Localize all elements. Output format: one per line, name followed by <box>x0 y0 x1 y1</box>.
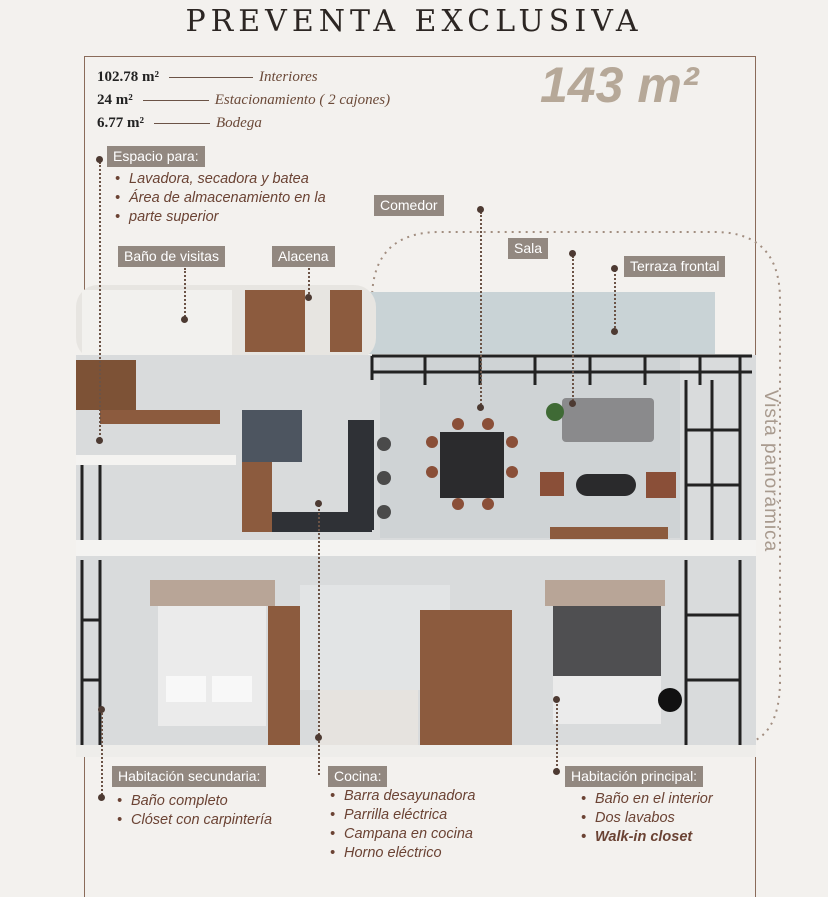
espacio-tag: Espacio para: <box>107 146 205 167</box>
guest-bath <box>82 290 232 355</box>
terraza-tag: Terraza frontal <box>624 256 725 277</box>
connector-line <box>614 270 616 332</box>
pillow <box>166 676 206 702</box>
kitchen-counter <box>272 512 372 532</box>
interior-wall <box>76 455 236 465</box>
connector-line <box>572 256 574 404</box>
marker-dot <box>305 294 312 301</box>
area-value: 102.78 m² <box>97 69 159 85</box>
total-area: 143 m² <box>540 57 699 113</box>
laundry-cabinets <box>76 360 136 410</box>
marker-dot <box>98 706 105 713</box>
connector-line <box>480 212 482 408</box>
dining-table <box>440 432 504 498</box>
marker-dot <box>477 206 484 213</box>
marker-dot <box>315 734 322 741</box>
area-value: 6.77 m² <box>97 115 144 131</box>
secondary-bed <box>158 606 266 726</box>
habitacion-secundaria-tag: Habitación secundaria: <box>112 766 266 787</box>
decor-ball <box>658 688 682 712</box>
list-item: • Área de almacenamiento en la <box>114 189 326 208</box>
list-item: • Walk-in closet <box>580 828 713 847</box>
comedor-tag: Comedor <box>374 195 444 216</box>
marker-dot <box>611 265 618 272</box>
marker-dot <box>477 404 484 411</box>
interior-wall <box>76 540 756 556</box>
terrace-deck <box>360 292 715 354</box>
walk-in-closet <box>420 610 512 750</box>
list-item: • Baño completo <box>116 792 272 811</box>
marker-dot <box>96 437 103 444</box>
alacena-tag: Alacena <box>272 246 335 267</box>
list-item: • Barra desayunadora <box>329 787 475 806</box>
area-label: Bodega <box>216 115 262 131</box>
bano-visitas-tag: Baño de visitas <box>118 246 225 267</box>
armchair <box>540 472 564 496</box>
connector-line <box>184 268 186 320</box>
marker-dot <box>553 768 560 775</box>
espacio-list <box>114 170 326 227</box>
marker-dot <box>569 250 576 257</box>
list-item: • Baño en el interior <box>580 790 713 809</box>
stool <box>377 471 391 485</box>
habitacion-secundaria-list <box>116 792 272 830</box>
kitchen-upper-cabinets <box>242 410 302 462</box>
area-value: 24 m² <box>97 92 133 108</box>
connector-line <box>101 710 103 798</box>
vista-panoramica <box>760 360 780 580</box>
area-label: Estacionamiento ( 2 cajones) <box>214 92 391 108</box>
list-item: • Dos lavabos <box>580 809 713 828</box>
pillow <box>212 676 252 702</box>
page-title: PREVENTA EXCLUSIVA <box>185 4 643 39</box>
vista-label: Vista panorámica <box>760 389 781 553</box>
list-item: • parte superior <box>114 208 326 227</box>
stool <box>377 505 391 519</box>
connector-line <box>99 162 101 442</box>
marker-dot <box>569 400 576 407</box>
connector-line <box>556 700 558 770</box>
marker-dot <box>315 500 322 507</box>
closet <box>268 606 300 746</box>
marker-dot <box>98 794 105 801</box>
storage-shelf <box>100 410 220 424</box>
marker-dot <box>181 316 188 323</box>
sinks <box>318 690 418 750</box>
cocina-list <box>329 787 475 863</box>
sala-tag: Sala <box>508 238 548 259</box>
list-item: • Clóset con carpintería <box>116 811 272 830</box>
habitacion-principal-list <box>580 790 713 847</box>
principal-bed-sheet <box>553 676 661 724</box>
list-item: • Lavadora, secadora y batea <box>114 170 326 189</box>
armchair-2 <box>646 472 676 498</box>
area-label: Interiores <box>259 69 318 85</box>
list-item: • Parrilla eléctrica <box>329 806 475 825</box>
coffee-table <box>576 474 636 496</box>
marker-dot <box>611 328 618 335</box>
marker-dot <box>553 696 560 703</box>
plant <box>546 403 564 421</box>
headboard-2 <box>545 580 665 606</box>
pantry-cabinet-2 <box>330 290 362 352</box>
outer-wall <box>76 745 756 757</box>
habitacion-principal-tag: Habitación principal: <box>565 766 703 787</box>
principal-bed <box>553 606 661 676</box>
stool <box>377 437 391 451</box>
sideboard <box>550 527 668 539</box>
list-item: • Horno eléctrico <box>329 844 475 863</box>
headboard <box>150 580 275 606</box>
cocina-tag: Cocina: <box>328 766 387 787</box>
pantry-cabinet <box>245 290 305 352</box>
marker-dot <box>96 156 103 163</box>
kitchen-tall-cabinet <box>242 462 272 532</box>
list-item: • Campana en cocina <box>329 825 475 844</box>
